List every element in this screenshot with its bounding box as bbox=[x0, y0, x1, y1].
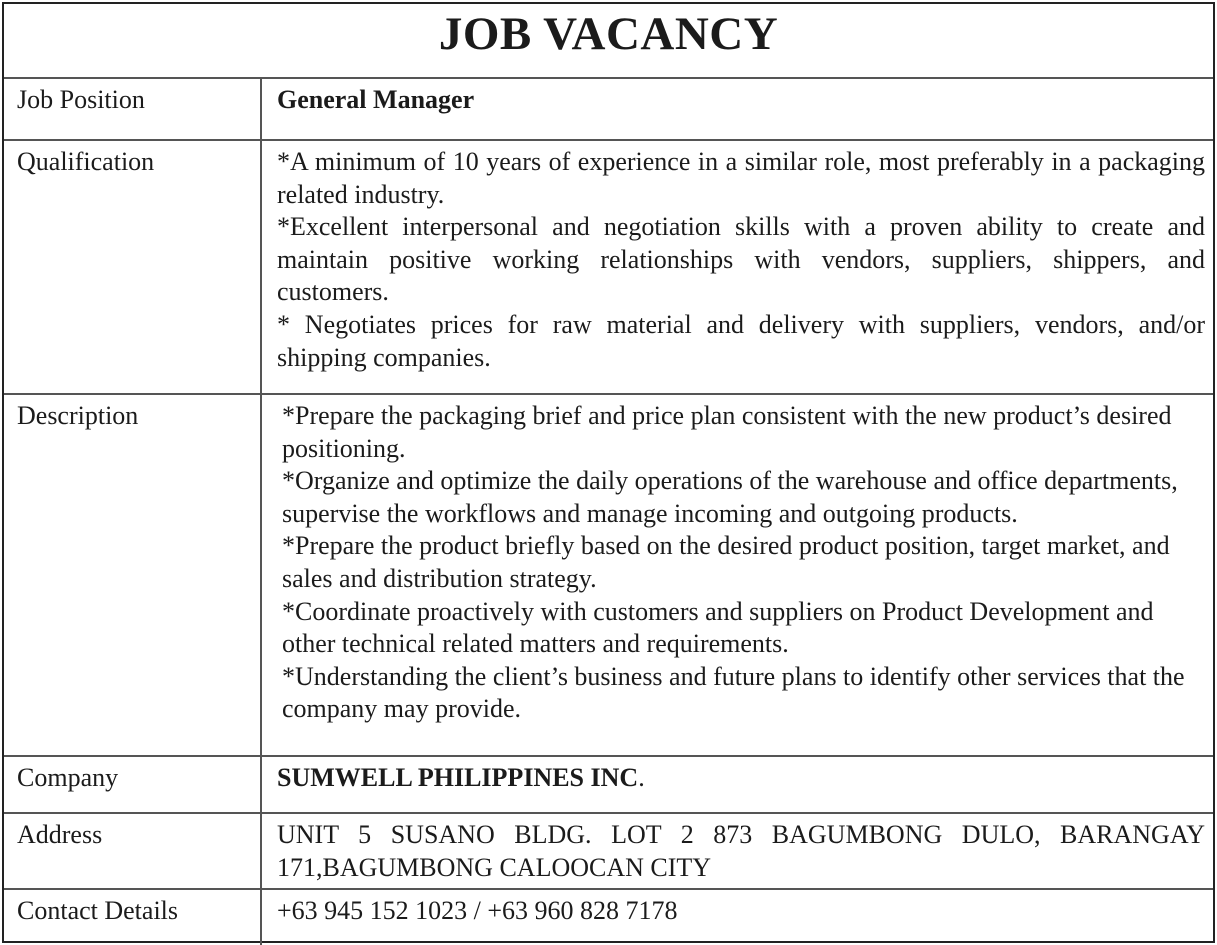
description-item: *Prepare the packaging brief and price plan consistent with the new product’s desired positioning. bbox=[282, 401, 1172, 463]
company-name-suffix: . bbox=[638, 763, 645, 792]
contact-row bbox=[4, 890, 1213, 945]
job-position-row bbox=[4, 79, 1213, 141]
job-position-value: General Manager bbox=[277, 85, 475, 114]
company-row bbox=[4, 757, 1213, 814]
description-row bbox=[4, 395, 1213, 757]
description-item: *Coordinate proactively with customers and suppliers on Product Development and other technical related matters and requirements. bbox=[282, 596, 1154, 659]
description-item: *Understanding the client’s business and future plans to identify other services that the company may provide. bbox=[282, 661, 1185, 724]
description-list bbox=[262, 395, 1213, 755]
company-label: Company bbox=[4, 757, 262, 812]
address-row bbox=[4, 814, 1213, 890]
job-vacancy-table bbox=[2, 2, 1215, 943]
address-label: Address bbox=[4, 814, 262, 888]
qualification-item: *A minimum of 10 years of experience in a similar role, most preferably in a packaging related industry. bbox=[277, 147, 1205, 209]
contact-label: Contact Details bbox=[4, 890, 262, 945]
page-title: JOB VACANCY bbox=[4, 4, 1213, 79]
qualification-list bbox=[262, 141, 1213, 393]
description-item: *Prepare the product briefly based on the desired product position, target market, and sales and distribution strategy. bbox=[282, 531, 1170, 593]
description-item: *Organize and optimize the daily operations of the warehouse and office departments, supervise the workflows and manage incoming and outgoing products. bbox=[282, 466, 1178, 528]
qualification-row bbox=[4, 141, 1213, 395]
qualification-item: * Negotiates prices for raw material and delivery with suppliers, vendors, and/or shipping companies. bbox=[277, 309, 1205, 372]
description-label: Description bbox=[4, 395, 262, 755]
address-text: UNIT 5 SUSANO BLDG. LOT 2 873 BAGUMBONG DULO, BARANGAY 171,BAGUMBONG CALOOCAN CITY bbox=[277, 820, 1205, 882]
qualification-item: *Excellent interpersonal and negotiation skills with a proven ability to create and maintain positive working relationships with vendors, suppliers, shippers, and customers. bbox=[277, 212, 1205, 307]
company-name: SUMWELL PHILIPPINES INC bbox=[277, 763, 639, 792]
qualification-label: Qualification bbox=[4, 141, 262, 393]
contact-value: +63 945 152 1023 / +63 960 828 7178 bbox=[277, 896, 678, 925]
address-value bbox=[262, 814, 1213, 888]
company-value bbox=[262, 757, 1213, 812]
job-position-label: Job Position bbox=[4, 79, 262, 139]
